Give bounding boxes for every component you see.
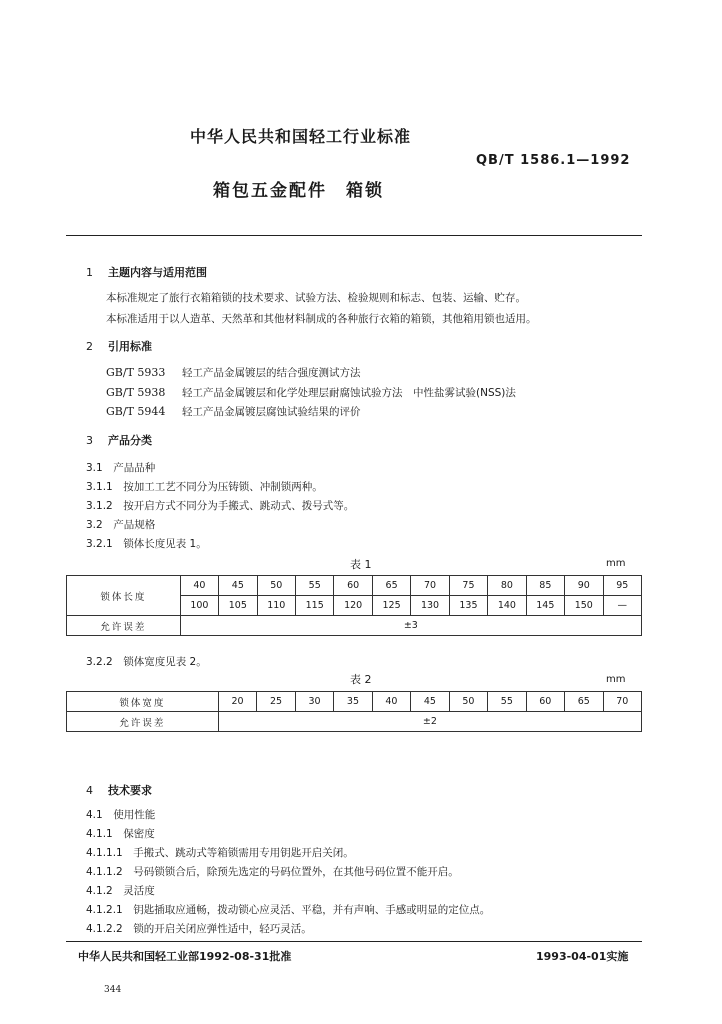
section-title: 产品分类 [108, 434, 152, 447]
section-heading [86, 432, 152, 448]
tolerance-value: ±2 [218, 712, 641, 732]
table-cell: 65 [372, 576, 410, 596]
table-cell: 150 [565, 596, 603, 616]
table-cell: 80 [488, 576, 526, 596]
table-cell: 40 [372, 692, 410, 712]
reference-text: 轻工产品金属镀层腐蚀试验结果的评价 [182, 406, 361, 418]
table-cell: 35 [334, 692, 372, 712]
reference-item [106, 404, 361, 419]
clause: 4.1.2.2 锁的开启关闭应弹性适中，轻巧灵活。 [86, 923, 312, 935]
clause: 4.1.2.1 钥匙插取应通畅，拨动锁心应灵活、平稳，并有声响、手感或明显的定位点。 [86, 904, 491, 916]
section-title: 主题内容与适用范围 [108, 266, 207, 279]
section-number: 3 [86, 434, 93, 447]
section-heading [86, 338, 152, 354]
org-title: 中华人民共和国轻工行业标准 [190, 127, 412, 146]
paragraph: 本标准规定了旅行衣箱箱锁的技术要求、试验方法、检验规则和标志、包装、运输、贮存。 [106, 292, 526, 304]
table-cell: 25 [257, 692, 295, 712]
tolerance-label: 允许误差 [67, 616, 181, 636]
page-number: 344 [104, 985, 122, 995]
approval-date: 中华人民共和国轻工业部1992-08-31批准 [78, 950, 292, 963]
table-cell: 75 [449, 576, 487, 596]
reference-item [106, 385, 516, 400]
clause: 4.1.1.2 号码锁锁合后，除预先选定的号码位置外，在其他号码位置不能开启。 [86, 866, 459, 878]
table-cell: 55 [488, 692, 526, 712]
table-cell: 60 [526, 692, 564, 712]
reference-text: 轻工产品金属镀层和化学处理层耐腐蚀试验方法 中性盐雾试验(NSS)法 [182, 387, 516, 399]
table-cell: 120 [334, 596, 372, 616]
header-rule [66, 235, 642, 236]
table-cell: 115 [296, 596, 334, 616]
table-cell: 140 [488, 596, 526, 616]
clause: 3.2 产品规格 [86, 519, 156, 531]
table-cell: 30 [295, 692, 333, 712]
section-heading [86, 264, 207, 280]
table-cell: 45 [411, 692, 449, 712]
reference-text: 轻工产品金属镀层的结合强度测试方法 [182, 367, 361, 379]
clause: 3.1.1 按加工工艺不同分为压铸锁、冲制锁两种。 [86, 481, 323, 493]
section-title: 引用标准 [108, 340, 152, 353]
table-cell: 55 [296, 576, 334, 596]
table-cell: 50 [257, 576, 295, 596]
table-cell: 125 [372, 596, 410, 616]
table-unit: mm [606, 558, 626, 569]
standard-number: QB/T 1586.1—1992 [476, 153, 631, 168]
clause: 3.1 产品品种 [86, 462, 156, 474]
section-number: 2 [86, 340, 93, 353]
table-cell: 20 [218, 692, 256, 712]
table-cell: 70 [603, 692, 641, 712]
table-cell: 40 [180, 576, 218, 596]
table-cell: 100 [180, 596, 218, 616]
tolerance-label: 允许误差 [67, 712, 219, 732]
table-cell: 50 [449, 692, 487, 712]
clause: 3.2.1 锁体长度见表 1。 [86, 538, 207, 550]
table-cell: 85 [526, 576, 564, 596]
clause: 4.1.1 保密度 [86, 828, 155, 840]
clause: 4.1.2 灵活度 [86, 885, 155, 897]
table-cell: 145 [526, 596, 564, 616]
table-cell: — [603, 596, 642, 616]
clause: 4.1.1.1 手搬式、跳动式等箱锁需用专用钥匙开启关闭。 [86, 847, 354, 859]
section-heading [86, 782, 152, 798]
table-cell: 135 [449, 596, 487, 616]
clause: 3.1.2 按开启方式不同分为手搬式、跳动式、拨号式等。 [86, 500, 355, 512]
effective-date: 1993-04-01实施 [536, 950, 629, 963]
length-table [66, 575, 642, 636]
width-label: 锁体宽度 [67, 692, 219, 712]
table-cell: 45 [219, 576, 257, 596]
table-cell: 105 [219, 596, 257, 616]
reference-code: GB/T 5938 [106, 386, 166, 399]
table-caption: 表 2 [350, 673, 372, 686]
paragraph: 本标准适用于以人造革、天然革和其他材料制成的各种旅行衣箱的箱锁，其他箱用锁也适用。 [106, 313, 537, 325]
table-cell: 110 [257, 596, 295, 616]
footer-rule [66, 941, 642, 942]
tolerance-value: ±3 [180, 616, 641, 636]
table-cell: 70 [411, 576, 449, 596]
section-title: 技术要求 [108, 784, 152, 797]
clause: 3.2.2 锁体宽度见表 2。 [86, 656, 207, 668]
table-cell: 60 [334, 576, 372, 596]
table-unit: mm [606, 674, 626, 685]
section-number: 4 [86, 784, 93, 797]
document-title: 箱包五金配件 箱锁 [213, 181, 384, 201]
reference-code: GB/T 5933 [106, 366, 166, 379]
width-table [66, 691, 642, 732]
clause: 4.1 使用性能 [86, 809, 156, 821]
table-cell: 130 [411, 596, 449, 616]
reference-item [106, 365, 361, 380]
reference-code: GB/T 5944 [106, 405, 166, 418]
table-cell: 95 [603, 576, 642, 596]
table-cell: 65 [565, 692, 603, 712]
table-cell: 90 [565, 576, 603, 596]
length-label: 锁体长度 [67, 576, 181, 616]
section-number: 1 [86, 266, 93, 279]
table-caption: 表 1 [350, 558, 372, 571]
